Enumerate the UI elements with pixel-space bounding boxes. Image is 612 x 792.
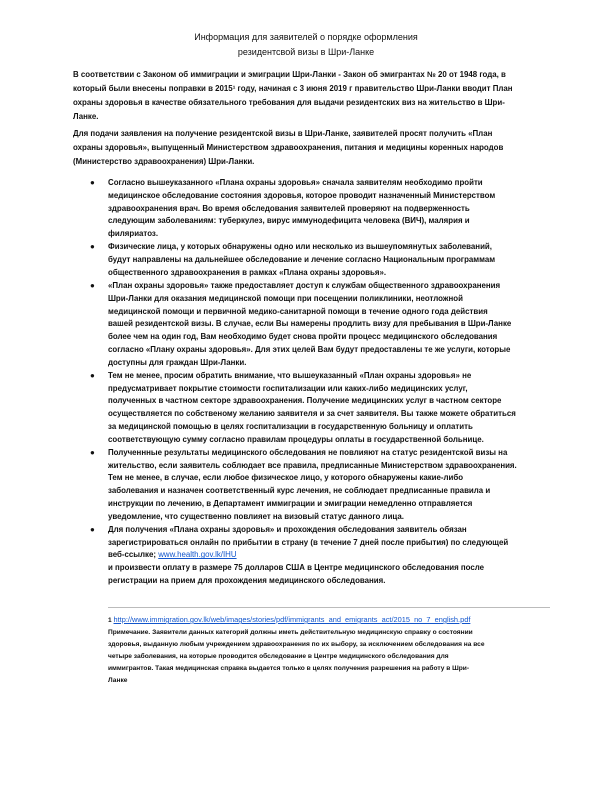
text-line: четыре заболевания, на которые проводится обследование в Центре медицинского обследования для: [108, 653, 449, 660]
bullet-icon: ●: [90, 370, 95, 380]
text-line: [108, 549, 560, 562]
text-line: жительство, если заявитель соблюдает все правила, предписанные Министерством здравоохранения.: [108, 460, 517, 470]
bullet-item: [90, 177, 560, 241]
text-line: общественного здравоохранения в рамках «Плана охраны здоровья».: [108, 267, 387, 277]
text-line: за медицинской помощью в целях госпитализации в государственную больницу и оплатить: [108, 421, 473, 431]
footnote-note: [108, 627, 485, 687]
title-line: Информация для заявителей о порядке оформления: [194, 32, 418, 42]
text-line: филяриатоз.: [108, 229, 159, 238]
text-line: регистрации на прием для прохождения медицинского обследования.: [108, 575, 386, 585]
text-line: медицинской помощи и первичной медико-санитарной помощи в течение одного года действия: [108, 306, 488, 316]
text-line: следующим заболеваниям: туберкулез, вирус иммунодефицита человека (ВИЧ), малярия и: [108, 216, 470, 226]
text-line: доступны для граждан Шри-Ланки.: [108, 357, 247, 367]
bullet-item: [90, 370, 560, 447]
bullet-item: [90, 241, 560, 279]
bullet-item: [90, 524, 560, 588]
text-line: зарегистрироваться онлайн по прибытии в страну (в течение 7 дней после прибытия) по следующей: [108, 537, 509, 547]
text-line: вашей резидентской визы. В случае, если Вы намерены продлить визу для пребывания в Шри-Ланке: [108, 319, 512, 329]
text-line: Примечание. Заявители данных категорий должны иметь действительную медицинскую справку о состоянии: [108, 629, 473, 636]
text-line: согласно «Плану охраны здоровья». Для этих целей Вам будут предоставлены те же услуги, которые: [108, 344, 511, 354]
text-line: заболевания и назначен соответственный курс лечения, не соблюдает предписанные правила и: [108, 486, 491, 495]
text-line: иммигрантов. Такая медицинская справка выдается только в целях получения разрешения на работу в Шри-: [108, 665, 470, 672]
bullet-list: [90, 177, 560, 588]
text-line: более чем на один год, Вам необходимо будет снова пройти процесс медицинского обследования: [108, 332, 498, 341]
bullet-icon: ●: [90, 242, 95, 252]
bullet-icon: ●: [90, 447, 95, 457]
bullet-icon: ●: [90, 524, 95, 534]
text-line: (Министерство здравоохранения) Шри-Ланки.: [73, 157, 255, 166]
bullet-icon: ●: [90, 281, 95, 290]
text-line: Ланке: [108, 677, 128, 684]
text-line: медицинское обследование состояния здоровья, которое проводит назначенный Министерством: [108, 190, 496, 200]
text-line: «План охраны здоровья» также предоставляет доступ к службам общественного здравоохранения: [108, 281, 501, 290]
intro-paragraph: [73, 68, 553, 124]
text-fragment: веб-ссылке;: [108, 550, 159, 560]
text-line: Тем не менее, просим обратить внимание, что вышеуказанный «План охраны здоровья» не: [108, 370, 472, 380]
text-line: охраны здоровья», выпущенный Министерством здравоохранения, питания и медицины коренных народов: [73, 143, 504, 152]
text-line: и произвести оплату в размере 75 долларов США в Центре медицинского обследования после: [108, 563, 485, 572]
footnote-reference: [108, 614, 485, 627]
text-line: Полученнные результаты медицинского обследования не повлияют на статус резидентской визы на: [108, 447, 508, 457]
bullet-item: [90, 280, 560, 369]
text-line: В соответствии с Законом об иммиграции и эмиграции Шри-Ланки - Закон об эмигрантах № 20 от 1948 года, в: [73, 70, 506, 79]
text-line: Согласно вышеуказанного «Плана охраны здоровья» сначала заявителям необходимо пройти: [108, 178, 483, 187]
text-line: Физические лица, у которых обнаружены одно или несколько из вышеупомянутых заболеваний,: [108, 242, 492, 252]
text-line: уведомление, что существенно повлияет на визовый статус данного лица.: [108, 511, 404, 521]
text-line: инструкции по лечению, в Департамент иммиграции и эмиграции немедленно отправляется: [108, 498, 473, 508]
bullet-icon: ●: [90, 178, 95, 187]
text-line: Тем не менее, в случае, если любое физическое лицо, у которого обнаружены какие-либо: [108, 473, 464, 483]
health-registration-link[interactable]: www.health.gov.lk/IHU: [158, 550, 237, 560]
bullet-item: [90, 447, 560, 524]
text-line: полученных в частном секторе здравоохранения. Получение медицинских услуг в частном секторе: [108, 396, 502, 406]
text-line: Ланке.: [73, 112, 99, 121]
application-paragraph: [73, 127, 553, 169]
text-line: соответствующую сумму согласно правилам процедуры оплаты в государственной больнице.: [108, 434, 484, 444]
text-line: предусматривает покрытие стоимости госпитализации или каких-либо медицинских услуг,: [108, 383, 468, 393]
immigration-act-link[interactable]: http://www.immigration.gov.lk/web/images/stories/pdf/immigrants_and_emigrants_act/2015_no_7_english.pdf: [113, 615, 471, 624]
footnote-number: 1: [108, 617, 112, 624]
text-line: Шри-Ланки для оказания медицинской помощи при посещении поликлиники, неотложной: [108, 293, 463, 303]
text-line: Для подачи заявления на получение резидентской визы в Шри-Ланке, заявителей просят получить «План: [73, 129, 493, 138]
text-line: который были внесены поправки в 2015¹ году, начиная с 3 июня 2019 г правительство Шри-Ланки вводит План: [73, 84, 513, 93]
text-line: будут направлены на дальнейшее обследование и лечение согласно Национальным программам: [108, 255, 496, 264]
text-line: здравоохранения врач. Во время обследования заявителей проверяют на подверженность: [108, 203, 470, 213]
document-title: [0, 30, 612, 60]
text-line: Для получения «Плана охраны здоровья» и прохождения обследования заявитель обязан: [108, 524, 467, 534]
footnote-separator: [108, 607, 550, 608]
text-line: здоровья, выданную любым учреждением здравоохранения по их выбору, за исключением обследования на все: [108, 641, 485, 648]
title-line: резидентсвой визы в Шри-Ланке: [237, 47, 375, 57]
text-line: осуществляется по собственому желанию заявителя и за счет заявителя. Вы также можете обратиться: [108, 409, 516, 418]
text-line: охраны здоровья в качестве обязательного требования для выдачи резидентских виз на жительство в Шри-: [73, 98, 505, 107]
footnote: [108, 614, 485, 687]
